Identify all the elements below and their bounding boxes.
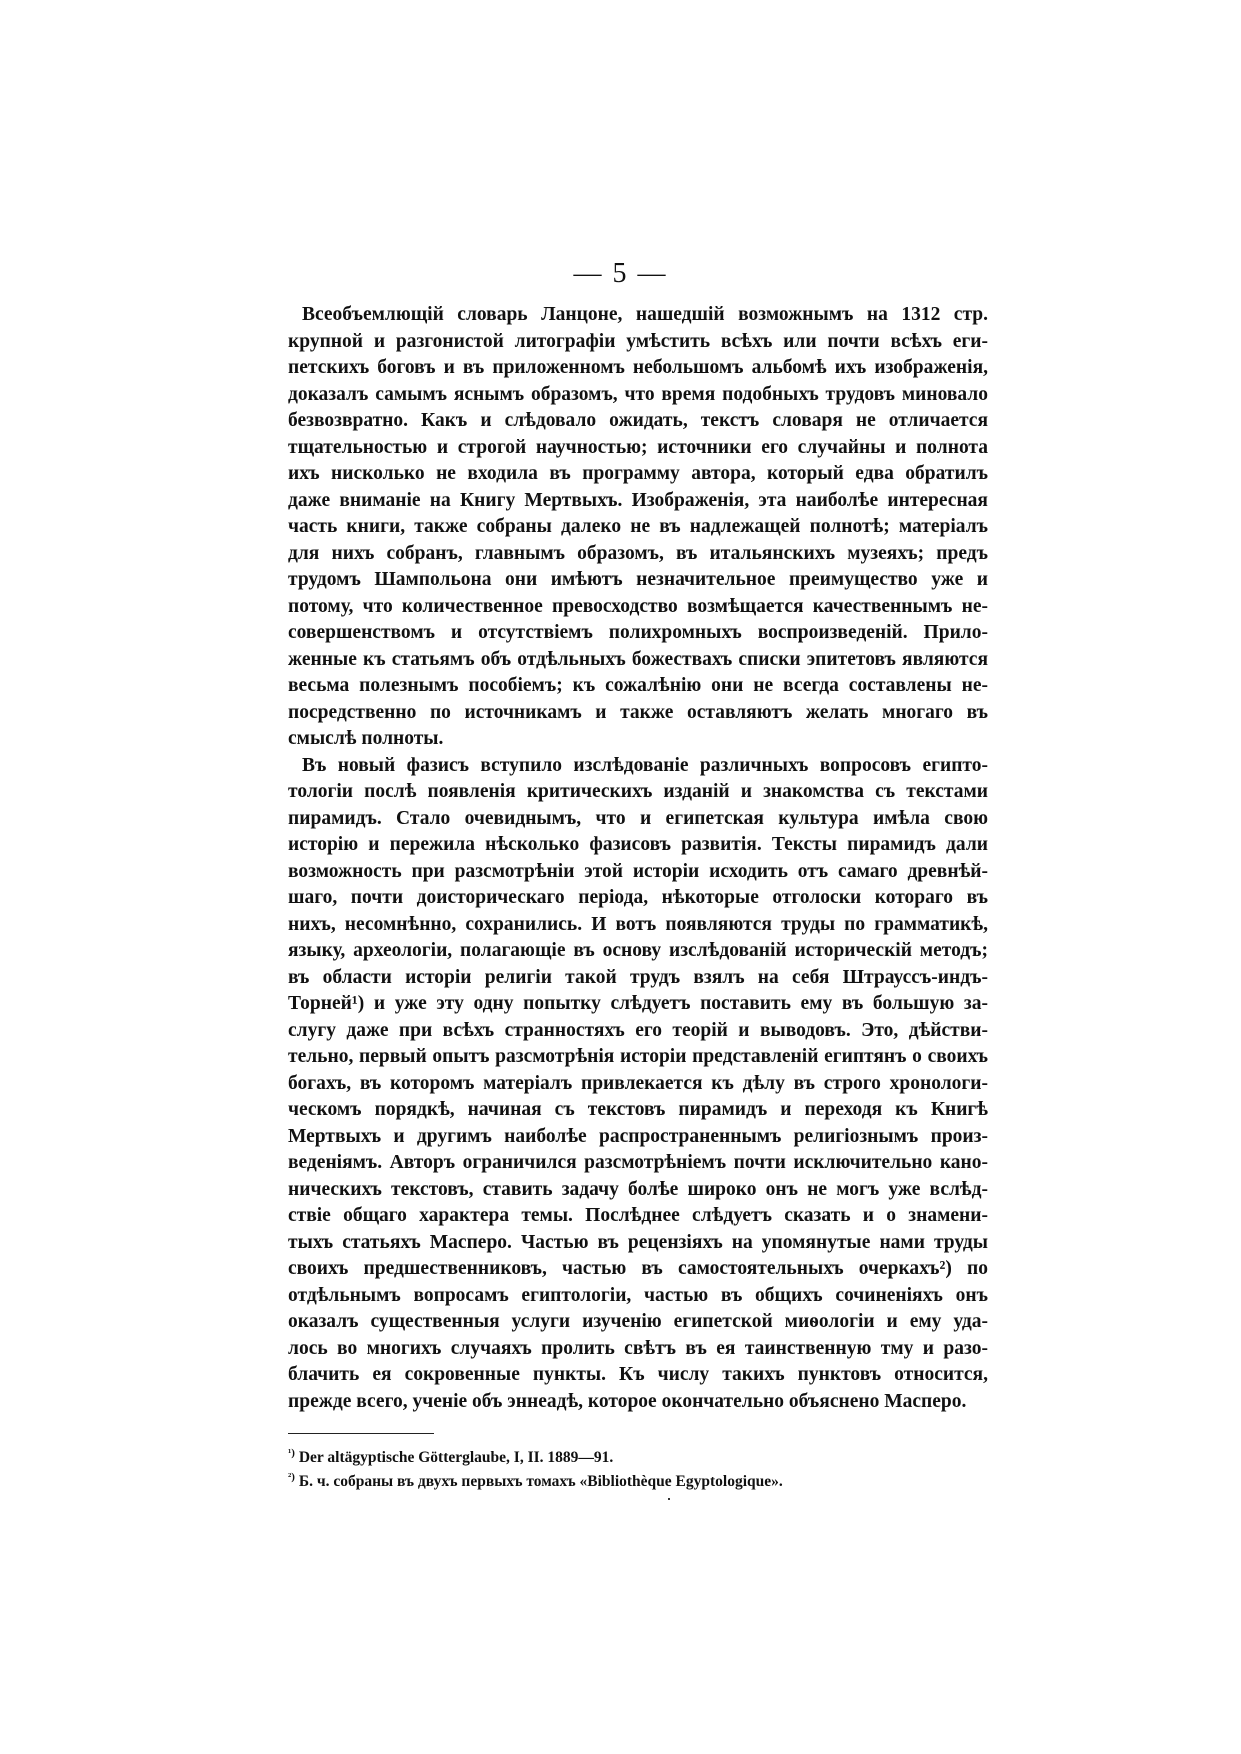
body-line: крупной и разгонистой литографіи умѣстить всѣхъ или почти всѣхъ еги-: [288, 330, 988, 352]
body-line: Всеобъемлющій словарь Ланцоне, нашедшій возможнымъ на 1312 стр.: [302, 304, 988, 325]
body-line: потому, что количественное превосходство возмѣщается качественнымъ не-: [288, 595, 988, 617]
body-line: тологіи послѣ появленія критическихъ изданій и знакомства съ текстами: [288, 781, 988, 802]
body-line: лось во многихъ случаяхъ пролить свѣтъ въ ея таинственную тму и разо-: [288, 1337, 988, 1359]
body-line: женные къ статьямъ объ отдѣльныхъ божествахъ списки эпитетовъ являются: [288, 648, 988, 670]
body-line: весьма полезнымъ пособіемъ; къ сожалѣнію они не всегда составлены не-: [288, 675, 988, 696]
body-line: Въ новый фазисъ вступило изслѣдованіе различныхъ вопросовъ египто-: [302, 754, 988, 776]
body-line: совершенствомъ и отсутствіемъ полихромныхъ воспроизведеній. Прило-: [288, 622, 988, 643]
body-line: прежде всего, ученіе объ эннеадѣ, которое окончательно объяснено Масперо.: [288, 1390, 967, 1412]
body-line: отдѣльнымъ вопросамъ египтологіи, частью въ общихъ сочиненіяхъ онъ: [288, 1284, 988, 1306]
body-line: ихъ нисколько не входила въ программу автора, который едва обратилъ: [288, 463, 988, 484]
body-line: Мертвыхъ и другимъ наиболѣе распространеннымъ религіознымъ произ-: [288, 1125, 988, 1147]
body-line: пирамидъ. Стало очевиднымъ, что и египетская культура имѣла свою: [288, 807, 988, 829]
body-line: петскихъ боговъ и въ приложенномъ небольшомъ альбомѣ ихъ изображенія,: [288, 357, 988, 378]
body-line: смыслѣ полноты.: [288, 728, 444, 749]
page-number: — 5 —: [573, 258, 668, 289]
footnote-2-mark: ²): [288, 1470, 295, 1483]
footnote-1: [288, 1446, 988, 1470]
footnote-1-text: Der altägyptische Götterglaube, I, II. 1889—91.: [298, 1449, 614, 1466]
body-line: слугу даже при всѣхъ странностяхъ его теорій и выводовъ. Это, дѣйстви-: [288, 1019, 988, 1041]
footnote-divider: [288, 1433, 434, 1434]
body-line: доказалъ самымъ яснымъ образомъ, что время подобныхъ трудовъ миновало: [288, 383, 988, 405]
footnotes: [288, 1446, 988, 1494]
body-line: тельно, первый опытъ разсмотрѣнія исторіи представленій египтянъ о своихъ: [288, 1046, 988, 1067]
body-line: посредственно по источникамъ и также оставляютъ желать многаго въ: [288, 701, 988, 723]
body-line: тыхъ статьяхъ Масперо. Частью въ рецензіяхъ на упомянутые нами труды: [288, 1231, 988, 1253]
body-line: исторію и пережила нѣсколько фазисовъ развитія. Тексты пирамидъ дали: [288, 834, 988, 855]
body-line: трудомъ Шампольона они имѣютъ незначительное преимущество уже и: [288, 569, 988, 590]
body-line: своихъ предшественниковъ, частью въ самостоятельныхъ очеркахъ²) по: [288, 1258, 988, 1279]
body-line: блачить ея сокровенные пункты. Къ числу такихъ пунктовъ относится,: [288, 1364, 988, 1385]
body-line: въ области исторіи религіи такой трудъ взялъ на себя Штрауссъ-индъ-: [288, 966, 988, 988]
body-text: [288, 302, 988, 1415]
body-line: часть книги, также собраны далеко не въ надлежащей полнотѣ; матеріалъ: [288, 516, 988, 537]
body-line: веденіямъ. Авторъ ограничился разсмотрѣніемъ почти исключительно кано-: [288, 1152, 988, 1173]
body-line: возможность при разсмотрѣніи этой исторіи исходить отъ самаго древнѣй-: [288, 860, 988, 882]
body-line: шаго, почти доисторическаго періода, нѣкоторые отголоски котораго въ: [288, 887, 988, 908]
body-line: оказалъ существенныя услуги изученію египетской миѳологіи и ему уда-: [288, 1311, 988, 1332]
footnote-2: [288, 1470, 988, 1494]
body-line: богахъ, въ которомъ матеріалъ привлекается къ дѣлу въ строго хронологи-: [288, 1072, 988, 1094]
body-line: даже вниманіе на Книгу Мертвыхъ. Изображенія, эта наиболѣе интересная: [288, 489, 988, 511]
body-line: для нихъ собранъ, главнымъ образомъ, въ итальянскихъ музеяхъ; предъ: [288, 542, 988, 564]
body-line: ствіе общаго характера темы. Послѣднее слѣдуетъ сказать и о знамени-: [288, 1205, 988, 1226]
footnote-2-text: Б. ч. собраны въ двухъ первыхъ томахъ «Bibliothèque Egyptologique».: [298, 1473, 783, 1490]
body-line: нихъ, несомнѣнно, сохранились. И вотъ появляются труды по грамматикѣ,: [288, 913, 988, 935]
body-line: ническихъ текстовъ, ставить задачу болѣе широко онъ не могъ уже вслѣд-: [288, 1178, 988, 1200]
footnote-1-mark: ¹): [288, 1446, 295, 1459]
body-line: Торней¹) и уже эту одну попытку слѣдуетъ поставить ему въ большую за-: [288, 993, 988, 1014]
body-line: языку, археологіи, полагающіе въ основу изслѣдованій историческій методъ;: [288, 940, 988, 961]
body-line: ческомъ порядкѣ, начиная съ текстовъ пирамидъ и переходя къ Книгѣ: [288, 1099, 988, 1120]
body-line: тщательностью и строгой научностью; источники его случайны и полнота: [288, 436, 988, 458]
ink-speck: [668, 1498, 670, 1500]
body-line: безвозвратно. Какъ и слѣдовало ожидать, текстъ словаря не отличается: [288, 410, 988, 431]
